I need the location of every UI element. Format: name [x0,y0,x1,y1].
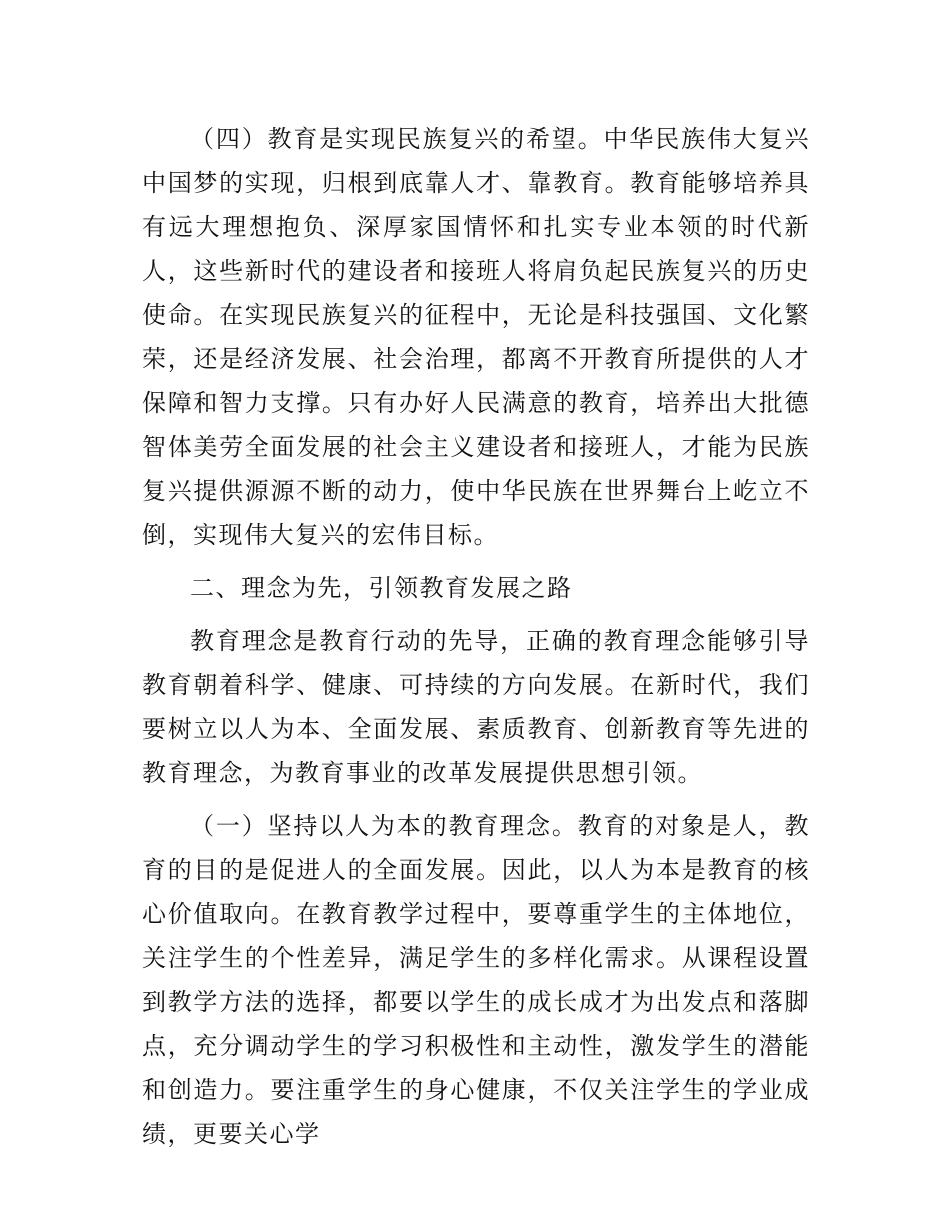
paragraph-rejuvenation-hope: （四）教育是实现民族复兴的希望。中华民族伟大复兴中国梦的实现，归根到底靠人才、靠教育。教育能够培养具有远大理想抱负、深厚家国情怀和扎实专业本领的时代新人，这些新时代的建设者和接班人将肩负起民族复兴的历史使命。在实现民族复兴的征程中，无论是科技强国、文化繁荣，还是经济发展、社会治理，都离不开教育所提供的人才保障和智力支撑。只有办好人民满意的教育，培养出大批德智体美劳全面发展的社会主义建设者和接班人，才能为民族复兴提供源源不断的动力，使中华民族在世界舞台上屹立不倒，实现伟大复兴的宏伟目标。 [142,125,810,549]
document-body [142,117,810,1156]
paragraph-education-concept: 教育理念是教育行动的先导，正确的教育理念能够引导教育朝着科学、健康、可持续的方向发展。在新时代，我们要树立以人为本、全面发展、素质教育、创新教育等先进的教育理念，为教育事业的改革发展提供思想引领。 [142,627,810,787]
section-heading-concept-first: 二、理念为先，引领教育发展之路 [190,574,573,602]
paragraph-people-oriented: （一）坚持以人为本的教育理念。教育的对象是人，教育的目的是促进人的全面发展。因此，以人为本是教育的核心价值取向。在教育教学过程中，要尊重学生的主体地位，关注学生的个性差异，满足学生的多样化需求。从课程设置到教学方法的选择，都要以学生的成长成才为出发点和落脚点，充分调动学生的学习积极性和主动性，激发学生的潜能和创造力。要注重学生的身心健康，不仅关注学生的学业成绩，更要关心学 [142,812,810,1148]
